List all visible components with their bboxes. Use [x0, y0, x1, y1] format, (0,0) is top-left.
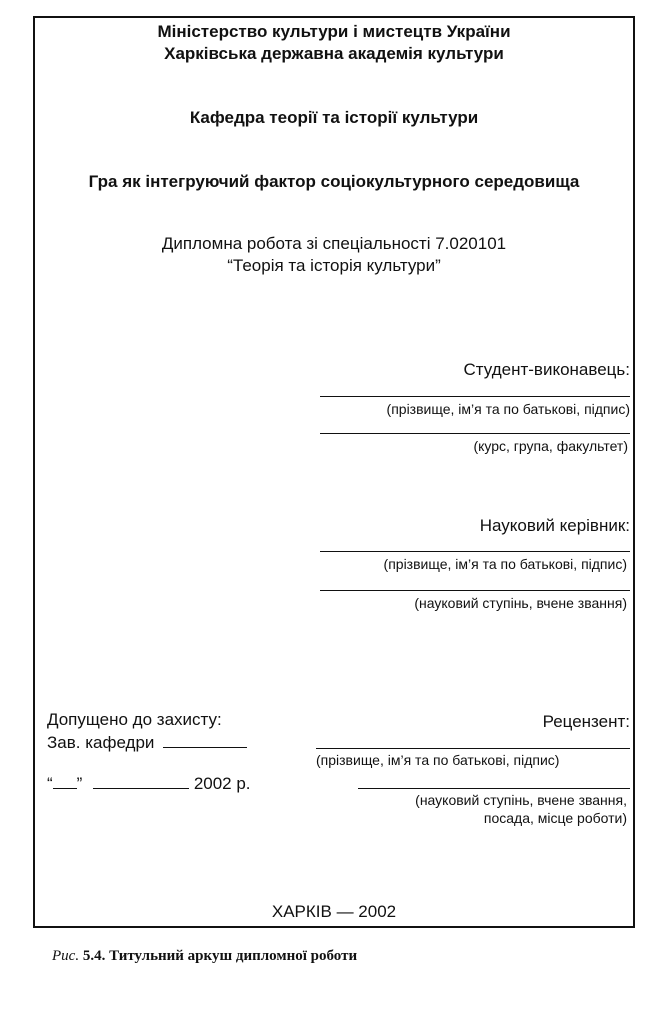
student-name-hint: (прізвище, ім’я та по батькові, підпис) [386, 401, 630, 417]
department-heading: Кафедра теорії та історії культури [189, 108, 479, 127]
academy-heading: Харківська державна академія культури [164, 44, 504, 63]
head-of-department-row [47, 733, 247, 753]
figure-caption-text: 5.4. Титульний аркуш дипломної роботи [82, 948, 358, 964]
figure-caption [52, 948, 357, 965]
admission-line1: Допущено до захисту: [47, 710, 222, 729]
supervisor-name-hint: (прізвище, ім’я та по батькові, підпис) [383, 556, 627, 572]
student-group-line [320, 433, 630, 434]
student-label: Студент-виконавець: [463, 360, 630, 379]
supervisor-degree-hint: (науковий ступінь, вчене звання) [414, 595, 627, 611]
reviewer-name-line [316, 748, 630, 749]
ministry-heading: Міністерство культури і мистецтв України [157, 22, 511, 41]
city-year-footer: ХАРКІВ — 2002 [271, 902, 397, 921]
admission-date-row [47, 774, 251, 794]
student-name-line [320, 396, 630, 397]
date-open-quote: “ [47, 774, 53, 793]
work-type-line2: “Теорія та історія культури” [227, 256, 441, 275]
reviewer-name-hint: (прізвище, ім’я та по батькові, підпис) [316, 752, 560, 768]
work-type-line1: Дипломна робота зі спеціальності 7.020101 [161, 234, 507, 253]
date-day-line [53, 776, 77, 789]
reviewer-label: Рецензент: [542, 712, 630, 731]
date-close-quote: ” [76, 774, 83, 793]
thesis-title: Гра як інтегруючий фактор соціокультурного середовища [88, 172, 580, 191]
reviewer-degree-line [358, 788, 630, 789]
head-of-department-label: Зав. кафедри [47, 733, 155, 752]
date-year: 2002 р. [193, 774, 251, 793]
student-group-hint: (курс, група, факультет) [473, 438, 628, 454]
reviewer-degree-hint-line2: посада, місце роботи) [483, 810, 627, 826]
head-signature-line [163, 735, 247, 748]
figure-abbrev: Рис. [52, 948, 80, 964]
supervisor-label: Науковий керівник: [479, 516, 630, 535]
supervisor-degree-line [320, 590, 630, 591]
supervisor-name-line [320, 551, 630, 552]
reviewer-degree-hint-line1: (науковий ступінь, вчене звання, [415, 792, 627, 808]
date-month-line [93, 776, 189, 789]
